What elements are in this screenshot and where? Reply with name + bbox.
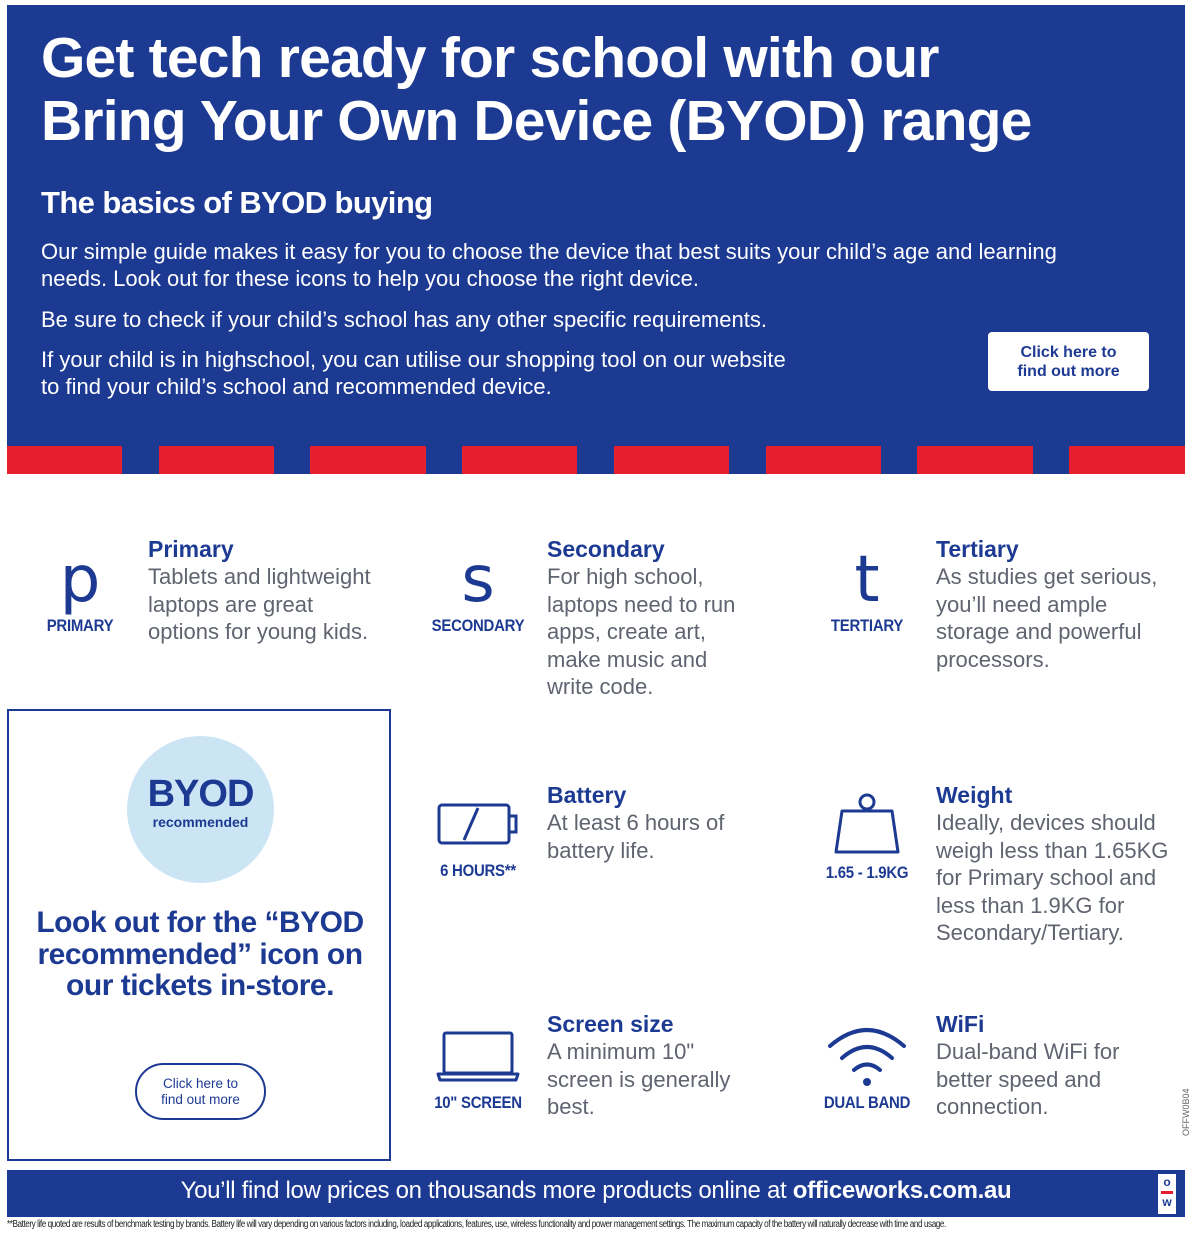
find-out-more-button-line-1: Click here to: [1020, 344, 1117, 361]
category-title: Secondary: [547, 536, 665, 562]
byod-badge-subtitle: recommended: [152, 814, 249, 830]
category-tertiary: [936, 536, 1181, 673]
hero-paragraph-guide: Our simple guide makes it easy for you to choose the device that best suits your child’s age and learning needs. Look out for these icons to help you choose the right device.: [41, 239, 1057, 291]
hero-title: [41, 27, 1181, 153]
category-description: As studies get serious, you’ll need ample storage and powerful processors.: [936, 564, 1158, 672]
battery-icon: [436, 802, 520, 846]
logo-letter-w: w: [1162, 1195, 1172, 1209]
red-stripe: [766, 446, 881, 474]
hero-title-line-1: Get tech ready for school with our: [41, 26, 939, 90]
feature-description: Dual-band WiFi for better speed and connection.: [936, 1039, 1120, 1119]
feature-title: Weight: [936, 782, 1013, 808]
feature-description: At least 6 hours of battery life.: [547, 810, 725, 863]
feature-wifi: [936, 1011, 1181, 1121]
tertiary-caption: TERTIARY: [830, 616, 904, 635]
hero-paragraph-shopping-tool: If your child is in highschool, you can utilise our shopping tool on our website to find your child’s school and recommended device.: [41, 347, 786, 399]
wifi-caption: DUAL BAND: [823, 1093, 911, 1112]
screen-caption: 10" SCREEN: [434, 1093, 522, 1112]
tertiary-letter: t: [854, 543, 880, 617]
laptop-icon: [436, 1030, 520, 1082]
weight-feature-icon: [817, 792, 917, 883]
byod-recommended-badge: [127, 736, 274, 883]
red-stripe: [917, 446, 1033, 474]
feature-battery: [547, 782, 747, 864]
footer-text: [7, 1177, 1185, 1205]
feature-title: Screen size: [547, 1011, 674, 1037]
category-title: Tertiary: [936, 536, 1019, 562]
weight-icon: [832, 792, 902, 856]
red-stripe: [462, 446, 577, 474]
feature-description: A minimum 10" screen is generally best.: [547, 1039, 731, 1119]
category-description: For high school, laptops need to run apps, create art, make music and write code.: [547, 564, 736, 699]
logo-letter-o: o: [1163, 1175, 1171, 1189]
battery-feature-icon: [418, 802, 538, 881]
category-description: Tablets and lightweight laptops are great options for young kids.: [148, 564, 371, 644]
red-stripe: [614, 446, 729, 474]
catalogue-code: OFFW0B04: [1181, 1088, 1191, 1136]
wifi-icon: [824, 1020, 910, 1088]
secondary-icon: [418, 543, 538, 636]
battery-caption: 6 HOURS**: [440, 861, 516, 880]
category-secondary: [547, 536, 747, 701]
hero-subtitle: The basics of BYOD buying: [41, 185, 433, 220]
feature-title: WiFi: [936, 1011, 985, 1037]
primary-caption: PRIMARY: [46, 616, 114, 635]
feature-weight: [936, 782, 1191, 947]
byod-message: Look out for the “BYOD recommended” icon on our tickets in-store.: [36, 906, 364, 1002]
feature-screen-size: [547, 1011, 747, 1121]
primary-letter: p: [59, 543, 101, 617]
find-out-more-button-line-2: find out more: [1017, 363, 1120, 380]
feature-title: Battery: [547, 782, 627, 808]
footer-message: You’ll find low prices on thousands more products online at: [180, 1177, 793, 1204]
weight-caption: 1.65 - 1.9KG: [825, 863, 909, 882]
officeworks-logo: [1158, 1174, 1176, 1214]
primary-icon: [30, 543, 130, 636]
byod-find-out-more-button[interactable]: [135, 1063, 266, 1120]
hero-title-line-2: Bring Your Own Device (BYOD) range: [41, 89, 1032, 153]
hero-banner: [7, 5, 1185, 446]
byod-badge-word: BYOD: [147, 773, 254, 815]
find-out-more-button[interactable]: [988, 332, 1149, 391]
footer-website-link[interactable]: officeworks.com.au: [792, 1177, 1012, 1204]
byod-button-line-2: find out more: [161, 1091, 240, 1107]
category-primary: [148, 536, 383, 646]
wifi-feature-icon: [817, 1020, 917, 1113]
secondary-letter: s: [461, 543, 495, 617]
battery-disclaimer: **Battery life quoted are results of benchmark testing by brands. Battery life will vary depending on various factors including, loaded applications, features, use, wireless functionality and power management settings. The maximum capacity of the battery will naturally decrease with time and usage.: [7, 1219, 946, 1230]
hero-paragraph-requirements: Be sure to check if your child’s school has any other specific requirements.: [41, 307, 767, 332]
logo-red-bar: [1161, 1191, 1173, 1194]
stripe-divider: [7, 446, 1185, 474]
tertiary-icon: [817, 543, 917, 636]
red-stripe: [7, 446, 122, 474]
feature-description: Ideally, devices should weigh less than 1.65KG for Primary school and less than 1.9KG for Secondary/Tertiary.: [936, 810, 1169, 945]
footer-banner: [7, 1170, 1185, 1217]
red-stripe: [159, 446, 274, 474]
red-stripe: [310, 446, 426, 474]
red-stripe: [1069, 446, 1185, 474]
secondary-caption: SECONDARY: [431, 616, 525, 635]
byod-button-line-1: Click here to: [162, 1076, 239, 1091]
byod-recommended-panel: [7, 709, 391, 1161]
category-title: Primary: [148, 536, 234, 562]
screen-feature-icon: [418, 1030, 538, 1113]
